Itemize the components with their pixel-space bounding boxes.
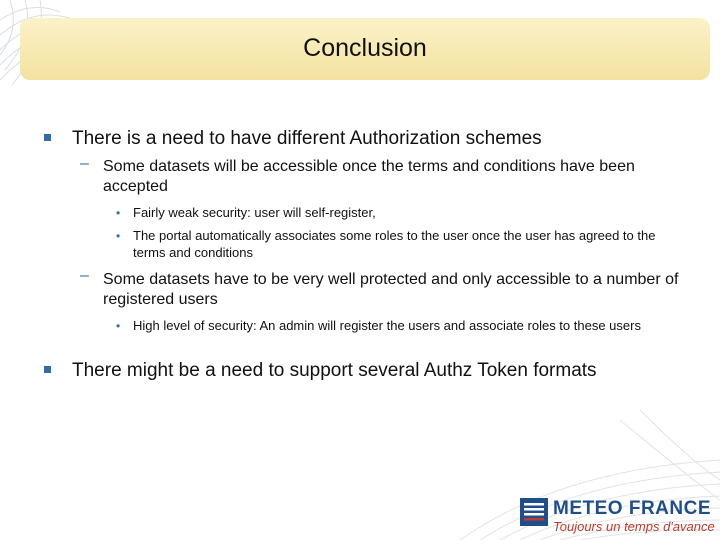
bullet-1-text: There is a need to have different Authorization schemes	[72, 128, 542, 149]
logo-name: METEO FRANCE	[553, 498, 711, 519]
dot-icon: •	[116, 319, 121, 333]
sub-bullet-2-text: Some datasets have to be very well protected and only accessible to a number of registered users	[103, 271, 679, 308]
dash-icon: –	[80, 267, 89, 284]
dash-icon: –	[80, 155, 89, 172]
logo-text	[553, 498, 715, 534]
dot-icon: •	[116, 206, 121, 220]
slide-title: Conclusion	[303, 34, 427, 62]
bullet-square-icon	[44, 134, 51, 141]
detail-item-3-text: High level of security: An admin will register the users and associate roles to these users	[133, 318, 641, 333]
meteo-france-logo-icon	[520, 498, 548, 526]
dot-icon: •	[116, 229, 121, 243]
bullet-2-text: There might be a need to support several Authz Token formats	[72, 360, 597, 381]
sub-bullet-1-text: Some datasets will be accessible once the terms and conditions have been accepted	[103, 158, 635, 195]
logo-tagline: Toujours un temps d'avance	[553, 519, 715, 534]
detail-item-2-text: The portal automatically associates some roles to the user once the user has agreed to the terms and conditions	[133, 228, 656, 260]
detail-item-1-text: Fairly weak security: user will self-register,	[133, 205, 376, 220]
bullet-square-icon	[44, 366, 51, 373]
